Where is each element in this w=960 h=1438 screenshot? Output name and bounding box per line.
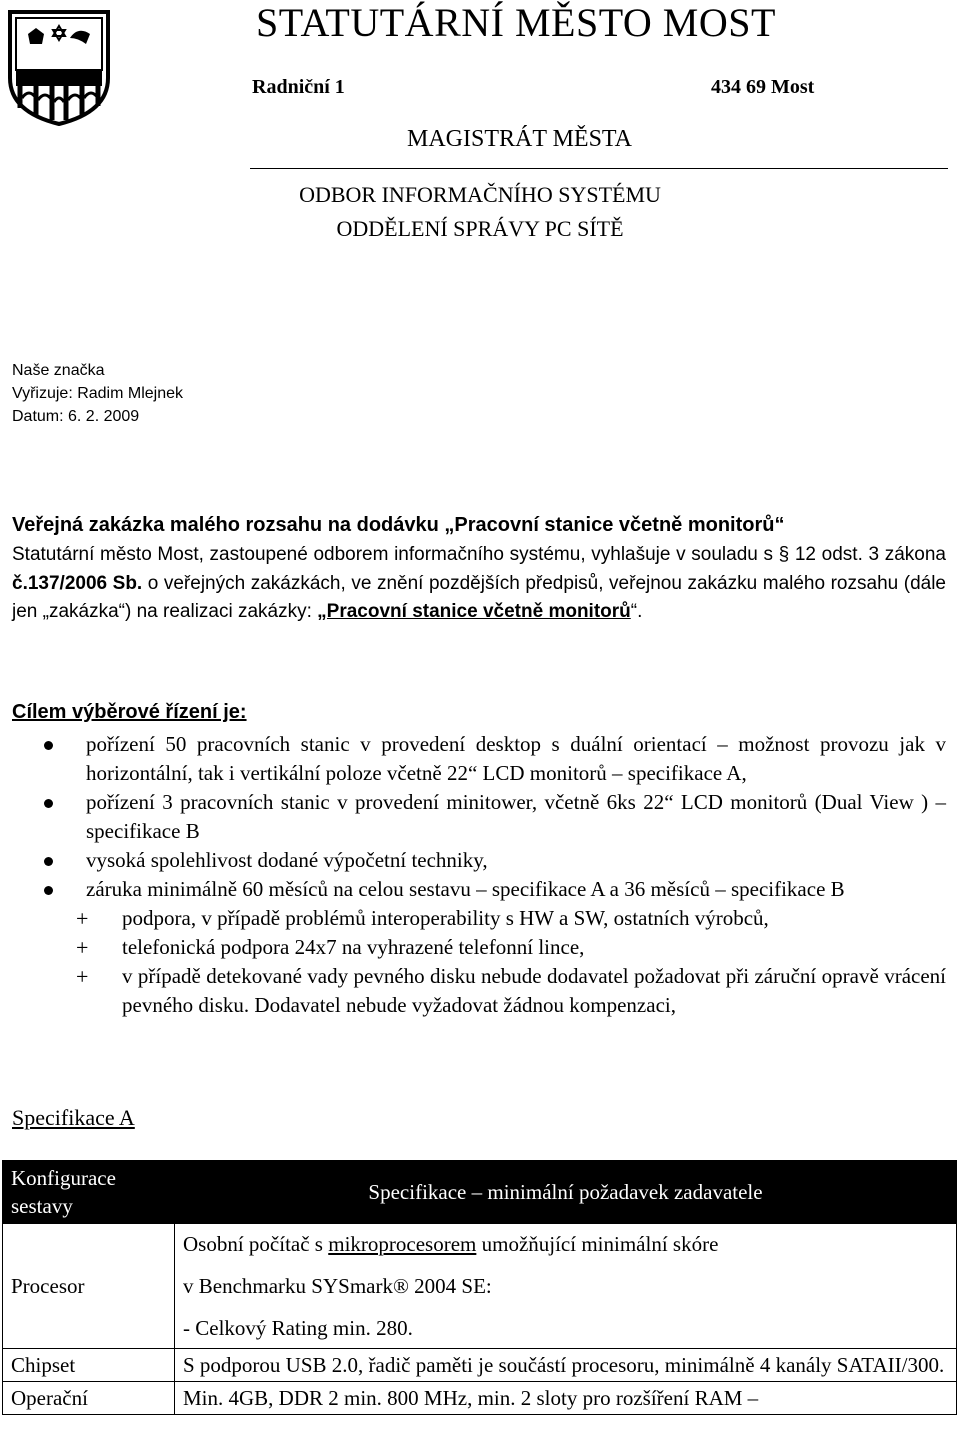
project-name: „Pracovní stanice včetně monitorů	[317, 601, 631, 622]
goal-item	[40, 875, 946, 904]
spec-heading: Specifikace A	[12, 1105, 135, 1130]
goal-item	[40, 730, 946, 788]
spec-header-row	[3, 1161, 957, 1224]
plus-icon: +	[76, 935, 89, 960]
warranty-subitem	[76, 962, 946, 1020]
law-reference: č.137/2006 Sb.	[12, 572, 143, 594]
date-line: Datum: 6. 2. 2009	[12, 408, 140, 425]
row-value: S podporou USB 2.0, řadič paměti je součástí procesoru, minimálně 4 kanály SATAII/300.	[175, 1349, 957, 1382]
plus-icon: +	[76, 964, 89, 989]
intro-text-1: Statutární město Most, zastoupené odborem informačního systému, vyhlašuje v souladu s § 12 odst. 3 zákona	[12, 544, 946, 565]
intro-paragraph	[12, 541, 946, 627]
spec-col-requirement: Specifikace – minimální požadavek zadavatele	[175, 1161, 957, 1224]
row-value: Min. 4GB, DDR 2 min. 800 MHz, min. 2 sloty pro rozšíření RAM –	[175, 1382, 957, 1415]
warranty-sublist	[76, 904, 946, 1020]
subitem-text: v případě detekované vady pevného disku nebude dodavatel požadovat při záruční opravě vrácení pevného disku. Dodavatel nebude vyžadovat žádnou kompenzaci,	[122, 964, 946, 1017]
department-name: ODBOR INFORMAČNÍHO SYSTÉMU	[299, 182, 661, 207]
bullet-icon	[44, 857, 53, 866]
header-divider	[250, 168, 948, 169]
spec-table	[2, 1160, 957, 1415]
row-label: Operační	[3, 1382, 175, 1415]
section-name: ODDĚLENÍ SPRÁVY PC SÍTĚ	[336, 216, 624, 241]
plus-icon: +	[76, 906, 89, 931]
goal-text: pořízení 3 pracovních stanic v provedení minitower, včetně 6ks 22“ LCD monitorů (Dual View ) – specifikace B	[86, 790, 946, 843]
bullet-icon	[44, 799, 53, 808]
spec-col-config: Konfigurace sestavy	[3, 1161, 175, 1224]
goal-text: vysoká spolehlivost dodané výpočetní techniky,	[86, 848, 488, 872]
reference-mark: Naše značka	[12, 362, 105, 379]
city-coat-of-arms-logo	[6, 8, 112, 126]
goal-item	[40, 846, 946, 875]
table-row	[3, 1224, 957, 1349]
subitem-text: telefonická podpora 24x7 na vyhrazené telefonní lince,	[122, 935, 585, 959]
intro-end: “.	[630, 601, 643, 622]
goal-item	[40, 788, 946, 846]
goals-list	[40, 730, 946, 1020]
intro-text-2: o veřejných zakázkách, ve znění pozdějších předpisů, veřejnou zakázku malého rozsahu (dále jen „zakázka“) na realizaci zakázky:	[12, 572, 946, 622]
goal-text: záruka minimálně 60 měsíců na celou sestavu – specifikace A a 36 měsíců – specifikace B	[86, 877, 845, 901]
table-row	[3, 1382, 957, 1415]
subitem-text: podpora, v případě problémů interoperability s HW a SW, ostatních výrobců,	[122, 906, 769, 930]
bullet-icon	[44, 886, 53, 895]
microprocessor-link[interactable]: mikroprocesorem	[328, 1232, 477, 1256]
city-title: STATUTÁRNÍ MĚSTO MOST	[256, 0, 776, 45]
table-row	[3, 1349, 957, 1382]
address-street: Radniční 1	[252, 76, 345, 98]
cpu-line-1	[183, 1226, 948, 1262]
address-city: 434 69 Most	[711, 76, 815, 98]
warranty-subitem	[76, 904, 946, 933]
cpu-text: umožňující minimální skóre	[476, 1232, 719, 1256]
tender-subject: Veřejná zakázka malého rozsahu na dodávku „Pracovní stanice včetně monitorů“	[12, 514, 785, 536]
goals-heading: Cílem výběrové řízení je:	[12, 701, 247, 723]
bullet-icon	[44, 741, 53, 750]
handler-line: Vyřizuje: Radim Mlejnek	[12, 385, 184, 402]
goal-text: pořízení 50 pracovních stanic v provedení desktop s duální orientací – možnost provozu jak v horizontální, tak i vertikální poloze včetně 22“ LCD monitorů – specifikace A,	[86, 732, 946, 785]
office-name: MAGISTRÁT MĚSTA	[407, 126, 632, 152]
row-label: Procesor	[3, 1224, 175, 1349]
cpu-line-3: - Celkový Rating min. 280.	[183, 1316, 413, 1340]
row-value	[175, 1224, 957, 1349]
row-label: Chipset	[3, 1349, 175, 1382]
warranty-subitem	[76, 933, 946, 962]
cpu-line-2: v Benchmarku SYSmark® 2004 SE:	[183, 1274, 492, 1298]
cpu-text: Osobní počítač s	[183, 1232, 329, 1256]
